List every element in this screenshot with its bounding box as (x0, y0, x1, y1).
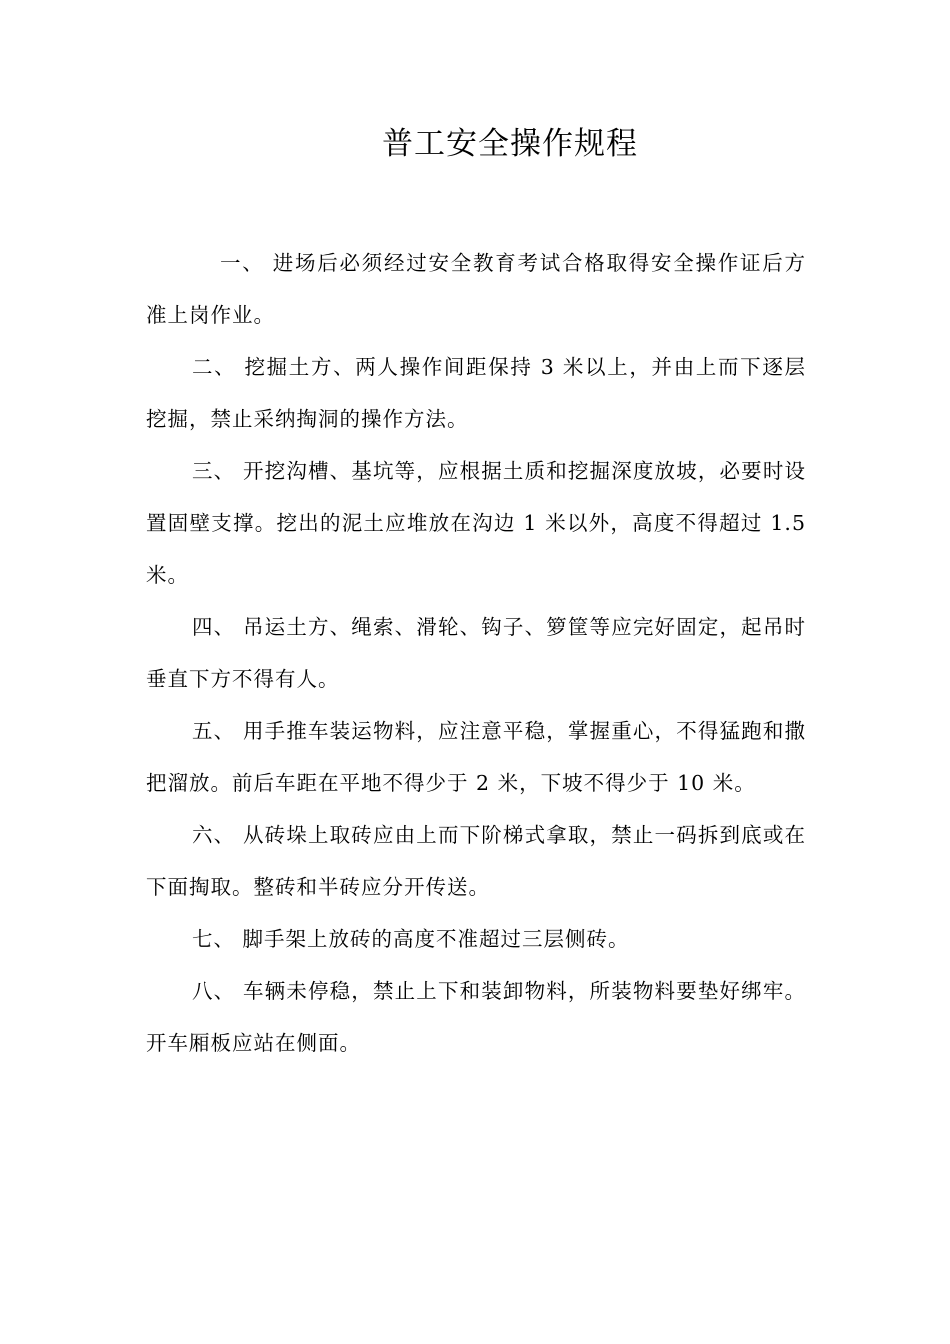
rule-paragraph-6: 六、 从砖垛上取砖应由上而下阶梯式拿取，禁止一码拆到底或在下面掏取。整砖和半砖应分开传送。 (146, 823, 806, 899)
rule-paragraph-4: 四、 吊运土方、绳索、滑轮、钩子、箩筐等应完好固定，起吊时垂直下方不得有人。 (146, 615, 806, 691)
rule-paragraph-7: 七、 脚手架上放砖的高度不准超过三层侧砖。 (192, 927, 630, 951)
rule-paragraph-2: 二、 挖掘土方、两人操作间距保持 3 米以上，并由上而下逐层挖掘，禁止采纳掏洞的操作方法。 (146, 355, 806, 431)
rule-paragraph-1: 一、 进场后必须经过安全教育考试合格取得安全操作证后方准上岗作业。 (146, 251, 806, 327)
rule-paragraph-8: 八、 车辆未停稳，禁止上下和装卸物料，所装物料要垫好绑牢。开车厢板应站在侧面。 (146, 979, 806, 1055)
document-body (146, 237, 806, 1069)
rule-paragraph-3: 三、 开挖沟槽、基坑等，应根据土质和挖掘深度放坡，必要时设置固壁支撑。挖出的泥土应堆放在沟边 1 米以外，高度不得超过 1.5 米。 (146, 459, 806, 587)
document-title: 普工安全操作规程 (382, 126, 638, 162)
rule-paragraph-5: 五、 用手推车装运物料，应注意平稳，掌握重心，不得猛跑和撒把溜放。前后车距在平地不得少于 2 米，下坡不得少于 10 米。 (146, 719, 806, 795)
